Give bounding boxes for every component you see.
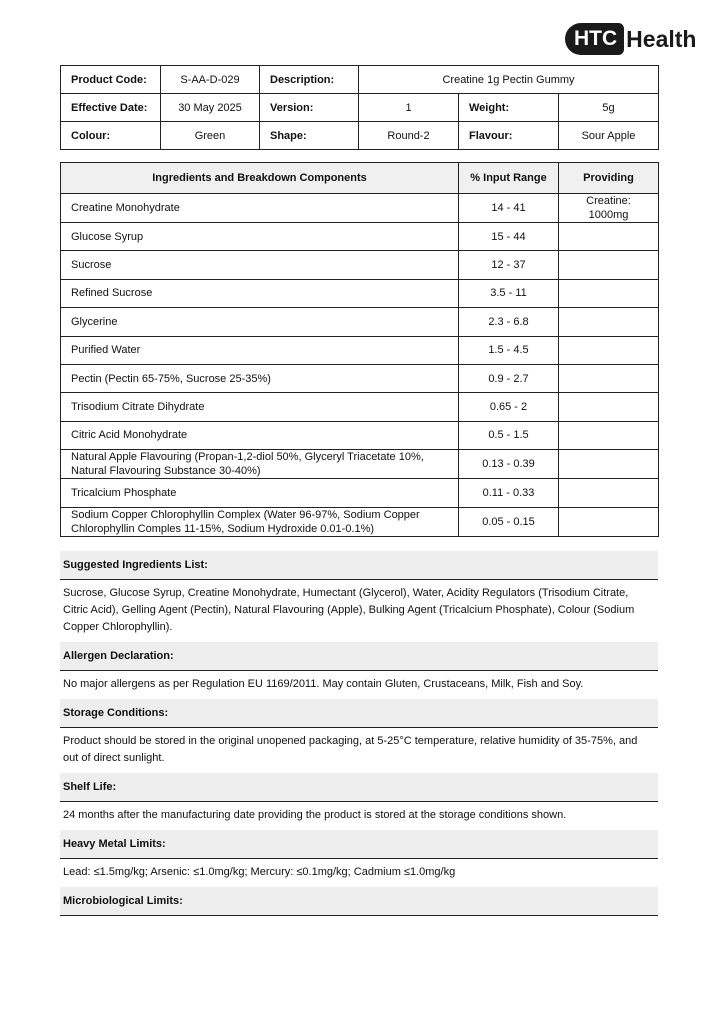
ingredient-providing: [559, 336, 659, 364]
ingredient-providing: [559, 279, 659, 307]
effective-date-label: Effective Date:: [61, 94, 161, 122]
table-row: [61, 421, 659, 449]
info-row: [61, 66, 659, 94]
ingredient-name: Glycerine: [61, 308, 459, 336]
shape-value: Round-2: [359, 122, 459, 150]
ingredient-range: 15 - 44: [459, 223, 559, 251]
ingredient-name: Pectin (Pectin 65-75%, Sucrose 25-35%): [61, 364, 459, 392]
weight-value: 5g: [559, 94, 659, 122]
table-row: [61, 507, 659, 536]
table-row: [61, 194, 659, 223]
description-label: Description:: [260, 66, 359, 94]
ingredient-name: Trisodium Citrate Dihydrate: [61, 393, 459, 421]
ingredient-name: Tricalcium Phosphate: [61, 479, 459, 507]
ingredient-name: Sodium Copper Chlorophyllin Complex (Water 96-97%, Sodium Copper Chlorophyllin Comples 11-15%, Sodium Hydroxide 0.01-0.1%): [61, 507, 459, 536]
colour-label: Colour:: [61, 122, 161, 150]
info-row: [61, 122, 659, 150]
logo-wordmark: Health: [626, 26, 697, 52]
spec-sections: [60, 551, 658, 916]
ingredient-range: 3.5 - 11: [459, 279, 559, 307]
ingredient-range: 0.05 - 0.15: [459, 507, 559, 536]
flavour-value: Sour Apple: [559, 122, 659, 150]
product-info-table: [60, 65, 659, 150]
version-label: Version:: [260, 94, 359, 122]
ingredient-providing: Creatine: 1000mg: [559, 194, 659, 223]
ingredients-table: [60, 162, 659, 537]
storage-heading: Storage Conditions:: [60, 699, 658, 728]
shelf-life-heading: Shelf Life:: [60, 773, 658, 802]
shape-label: Shape:: [260, 122, 359, 150]
ingredient-name: Sucrose: [61, 251, 459, 279]
ingredient-range: 0.5 - 1.5: [459, 421, 559, 449]
heavy-metal-heading: Heavy Metal Limits:: [60, 830, 658, 859]
ingredient-providing: [559, 364, 659, 392]
microbiological-heading: Microbiological Limits:: [60, 887, 658, 916]
component-header: Ingredients and Breakdown Components: [61, 163, 459, 194]
ingredient-range: 0.11 - 0.33: [459, 479, 559, 507]
allergen-text: No major allergens as per Regulation EU 1169/2011. May contain Gluten, Crustaceans, Milk, Fish and Soy.: [63, 678, 584, 690]
ingredient-providing: [559, 308, 659, 336]
colour-value: Green: [161, 122, 260, 150]
description-value: Creatine 1g Pectin Gummy: [359, 66, 659, 94]
ingredient-range: 14 - 41: [459, 194, 559, 223]
shelf-life-text: 24 months after the manufacturing date providing the product is stored at the storage conditions shown.: [63, 809, 567, 821]
ingredient-name: Refined Sucrose: [61, 279, 459, 307]
ingredient-providing: [559, 223, 659, 251]
range-header: % Input Range: [459, 163, 559, 194]
ingredient-range: 12 - 37: [459, 251, 559, 279]
product-code-label: Product Code:: [61, 66, 161, 94]
ingredient-name: Purified Water: [61, 336, 459, 364]
suggested-ingredients-text: Sucrose, Glucose Syrup, Creatine Monohydrate, Humectant (Glycerol), Water, Acidity Regulators (Trisodium Citrate, Citric Acid), Gelling Agent (Pectin), Natural Flavouring (Apple), Bulking Agent (Tricalcium Phosphate), Colour (Sodium Copper Chlorophyllin).: [63, 587, 635, 633]
table-row: [61, 336, 659, 364]
ingredient-range: 0.65 - 2: [459, 393, 559, 421]
product-code-value: S-AA-D-029: [161, 66, 260, 94]
allergen-heading: Allergen Declaration:: [60, 642, 658, 671]
version-value: 1: [359, 94, 459, 122]
ingredient-range: 0.9 - 2.7: [459, 364, 559, 392]
ingredient-providing: [559, 450, 659, 479]
ingredient-providing: [559, 479, 659, 507]
suggested-ingredients-heading: Suggested Ingredients List:: [60, 551, 658, 580]
ingredient-range: 0.13 - 0.39: [459, 450, 559, 479]
storage-text: Product should be stored in the original unopened packaging, at 5-25°C temperature, relative humidity of 35-75%, and out of direct sunlight.: [63, 735, 638, 764]
logo-mark: HTC: [565, 23, 624, 55]
table-row: [61, 308, 659, 336]
effective-date-value: 30 May 2025: [161, 94, 260, 122]
heavy-metal-text: Lead: ≤1.5mg/kg; Arsenic: ≤1.0mg/kg; Mercury: ≤0.1mg/kg; Cadmium ≤1.0mg/kg: [63, 866, 456, 878]
ingredient-name: Creatine Monohydrate: [61, 194, 459, 223]
ingredient-name: Citric Acid Monohydrate: [61, 421, 459, 449]
ingredient-name: Glucose Syrup: [61, 223, 459, 251]
flavour-label: Flavour:: [459, 122, 559, 150]
htc-health-logo: [565, 22, 696, 56]
ingredient-providing: [559, 393, 659, 421]
table-row: [61, 393, 659, 421]
ingredient-providing: [559, 507, 659, 536]
ingredients-header-row: [61, 163, 659, 194]
table-row: [61, 450, 659, 479]
providing-header: Providing: [559, 163, 659, 194]
table-row: [61, 251, 659, 279]
info-row: [61, 94, 659, 122]
ingredient-range: 1.5 - 4.5: [459, 336, 559, 364]
table-row: [61, 279, 659, 307]
ingredient-providing: [559, 421, 659, 449]
ingredient-providing: [559, 251, 659, 279]
table-row: [61, 223, 659, 251]
table-row: [61, 479, 659, 507]
table-row: [61, 364, 659, 392]
ingredient-range: 2.3 - 6.8: [459, 308, 559, 336]
ingredient-name: Natural Apple Flavouring (Propan-1,2-diol 50%, Glyceryl Triacetate 10%, Natural Flavouring Substance 30-40%): [61, 450, 459, 479]
weight-label: Weight:: [459, 94, 559, 122]
